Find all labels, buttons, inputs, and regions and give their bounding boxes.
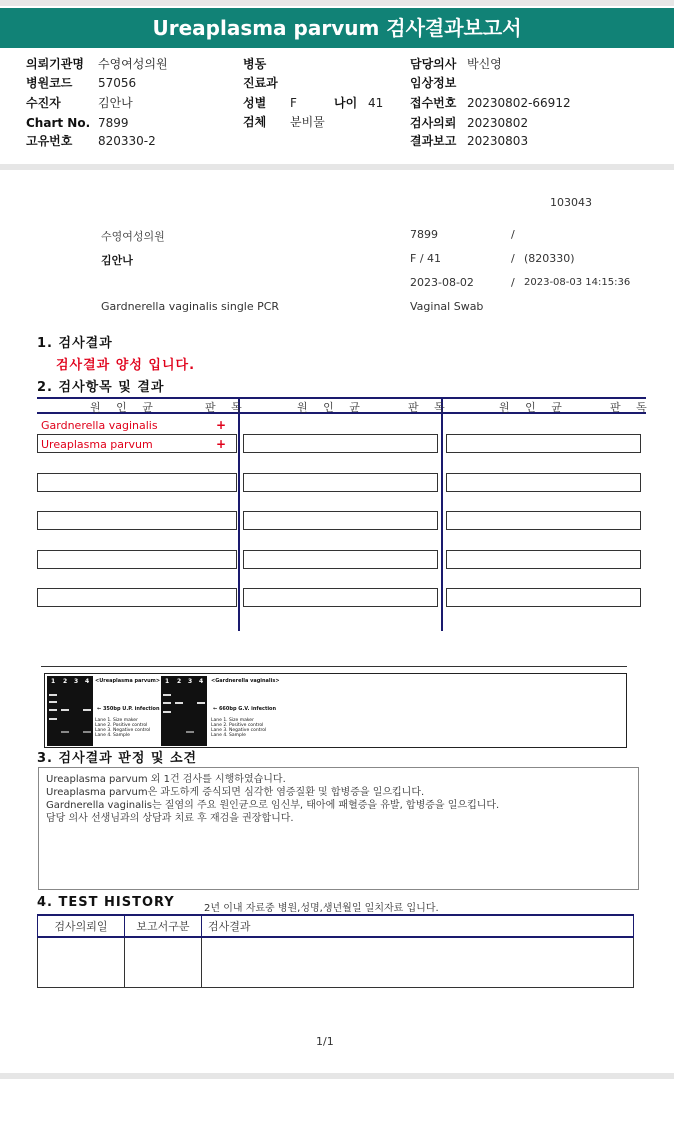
history-cell [125,937,202,987]
section-4-heading: 4. TEST HISTORY [37,895,175,910]
test-history-table [37,914,634,988]
gel-band [49,694,57,696]
lane-number: 3 [188,678,193,685]
gel-panel-2-label: ← 660bp G.V. infection [213,706,277,712]
result-1: + [216,418,227,432]
result-summary: 검사결과 양성 입니다. [56,358,196,373]
header-doctor: 담당의사 [410,57,457,71]
header-request-date: 검사의뢰 [410,116,457,130]
lane-number: 4 [199,678,204,685]
header-sex-value: F [290,96,297,110]
sub-code: 103043 [550,196,592,209]
header-specimen: 검체 [243,115,267,129]
section-3-heading: 3. 검사결과 판정 및 소견 [37,751,198,766]
page-number: 1/1 [316,1035,334,1048]
gel-electrophoresis-image [44,673,627,748]
gel-legend-item: Lane 1. Size maker [211,718,254,723]
sub-report-datetime: 2023-08-03 14:15:36 [524,277,631,288]
gel-band [49,718,57,720]
header-age-value: 41 [368,96,384,110]
findings-box [38,767,639,890]
table-divider-1 [238,397,240,631]
empty-row-box [37,550,237,569]
gel-band [49,709,57,711]
gel-panel-1 [47,676,93,746]
history-col-report-type: 보고서구분 [125,915,202,937]
gel-panel-1-label-text: 350bp U.P. infection [102,706,160,712]
finding-line: Ureaplasma parvum은 과도하게 증식되면 심각한 염증질환 및 합병증을 일으킵니다. [46,787,425,798]
header-separator [0,164,674,170]
gel-legend-2 [211,718,266,738]
finding-line: 담당 의사 선생님과의 상담과 치료 후 재검을 권장합니다. [46,813,294,824]
header-specimen-value: 분비물 [290,115,325,129]
sub-id: (820330) [524,252,575,265]
sub-test-name: Gardnerella vaginalis single PCR [101,300,280,313]
gel-band [197,702,205,704]
gel-panel-1-title: <Ureaplasma parvum> [95,678,161,684]
empty-row-box [446,434,641,453]
header-report-date-value: 20230803 [467,134,529,148]
history-col-request-date: 검사의뢰일 [38,915,125,937]
gel-band [83,709,91,711]
empty-row-box [37,588,237,607]
header-clinical-info: 임상정보 [410,76,457,90]
sub-name: 김안나 [101,254,133,267]
col-organism-1: 원 인 균 [90,401,159,414]
history-note: 2년 이내 자료중 병원,성명,생년월일 일치자료 입니다. [204,903,439,914]
gel-band [163,702,171,704]
organism-2: Ureaplasma parvum [41,438,153,451]
sub-sex-age: F / 41 [410,252,442,265]
gel-band [61,731,69,733]
header-department: 진료과 [243,76,278,90]
top-strip [0,0,674,6]
col-result-2: 판 독 [408,401,451,414]
header-patient: 수진자 [26,96,61,110]
section-2-heading: 2. 검사항목 및 결과 [37,380,165,395]
lane-number: 3 [74,678,79,685]
header-sex: 성별 [243,96,267,110]
header-ward: 병동 [243,57,267,71]
report-title: Ureaplasma parvum 검사결과보고서 [0,8,674,48]
empty-row-box [243,473,438,492]
header-patient-value: 김안나 [98,96,133,110]
lane-number: 4 [85,678,90,685]
gel-panel-2 [161,676,207,746]
gel-band [61,709,69,711]
gel-legend-1 [95,718,150,738]
empty-row-box [243,588,438,607]
gel-band [163,711,171,713]
gel-band [83,731,91,733]
empty-row-box [37,511,237,530]
gel-legend-item: Lane 2. Positive control [211,723,264,728]
header-request-date-value: 20230802 [467,116,529,130]
sub-request-date: 2023-08-02 [410,276,474,289]
gel-band [186,731,194,733]
sub-slash-3: / [511,276,515,289]
finding-line: Ureaplasma parvum 외 1건 검사를 시행하였습니다. [46,774,286,785]
header-clinic-value: 수영여성의원 [98,57,168,71]
gel-band [49,701,57,703]
gel-top-rule [41,666,627,667]
lane-number: 2 [177,678,182,685]
empty-row-box [446,588,641,607]
gel-legend-item: Lane 2. Positive control [95,723,148,728]
gel-legend-item: Lane 3. Negative control [95,728,151,733]
header-chart-no-value: 7899 [98,116,129,130]
empty-row-box [446,473,641,492]
section-1-heading: 1. 검사결과 [37,336,113,351]
lane-number: 2 [63,678,68,685]
gel-panel-2-label-text: 660bp G.V. infection [218,706,277,712]
history-col-result: 검사결과 [202,915,634,937]
header-hospital-code: 병원코드 [26,76,73,90]
gel-band [175,702,183,704]
col-organism-2: 원 인 균 [297,401,366,414]
header-receipt-no: 접수번호 [410,96,457,110]
empty-row-box [446,511,641,530]
header-hospital-code-value: 57056 [98,76,137,90]
organism-1: Gardnerella vaginalis [41,419,158,432]
lane-number: 1 [51,678,56,685]
col-result-1: 판 독 [205,401,248,414]
header-unique-no: 고유번호 [26,134,73,148]
sub-chart: 7899 [410,228,438,241]
history-cell [202,937,634,987]
gel-band [163,694,171,696]
gel-panel-2-title: <Gardnerella vaginalis> [211,678,280,684]
empty-row-box [243,550,438,569]
finding-line: Gardnerella vaginalis는 질염의 주요 원인균으로 임신부, 태아에 패혈증을 유발, 합병증을 일으킵니다. [46,800,500,811]
header-chart-no: Chart No. [26,116,91,130]
sub-clinic: 수영여성의원 [101,230,165,243]
header-doctor-value: 박신영 [467,57,502,71]
gel-panel-1-label: ← 350bp U.P. infection [97,706,160,712]
sub-specimen: Vaginal Swab [410,300,484,313]
header-report-date: 결과보고 [410,134,457,148]
lane-number: 1 [165,678,170,685]
header-receipt-no-value: 20230802-66912 [467,96,571,110]
gel-legend-item: Lane 3. Negative control [211,728,267,733]
gel-legend-item: Lane 4. Sample [95,733,130,738]
table-divider-2 [441,397,443,631]
header-clinic: 의뢰기관명 [26,57,84,71]
empty-row-box [446,550,641,569]
sub-slash-2: / [511,252,515,265]
empty-row-box [37,473,237,492]
sub-slash-1: / [511,228,515,241]
col-organism-3: 원 인 균 [499,401,568,414]
header-age: 나이 [334,96,358,110]
result-2: + [216,437,227,451]
empty-row-box [243,434,438,453]
gel-legend-item: Lane 4. Sample [211,733,246,738]
col-result-3: 판 독 [610,401,653,414]
gel-legend-item: Lane 1. Size maker [95,718,138,723]
header-unique-no-value: 820330-2 [98,134,156,148]
footer-separator [0,1073,674,1079]
empty-row-box [243,511,438,530]
history-cell [38,937,125,987]
